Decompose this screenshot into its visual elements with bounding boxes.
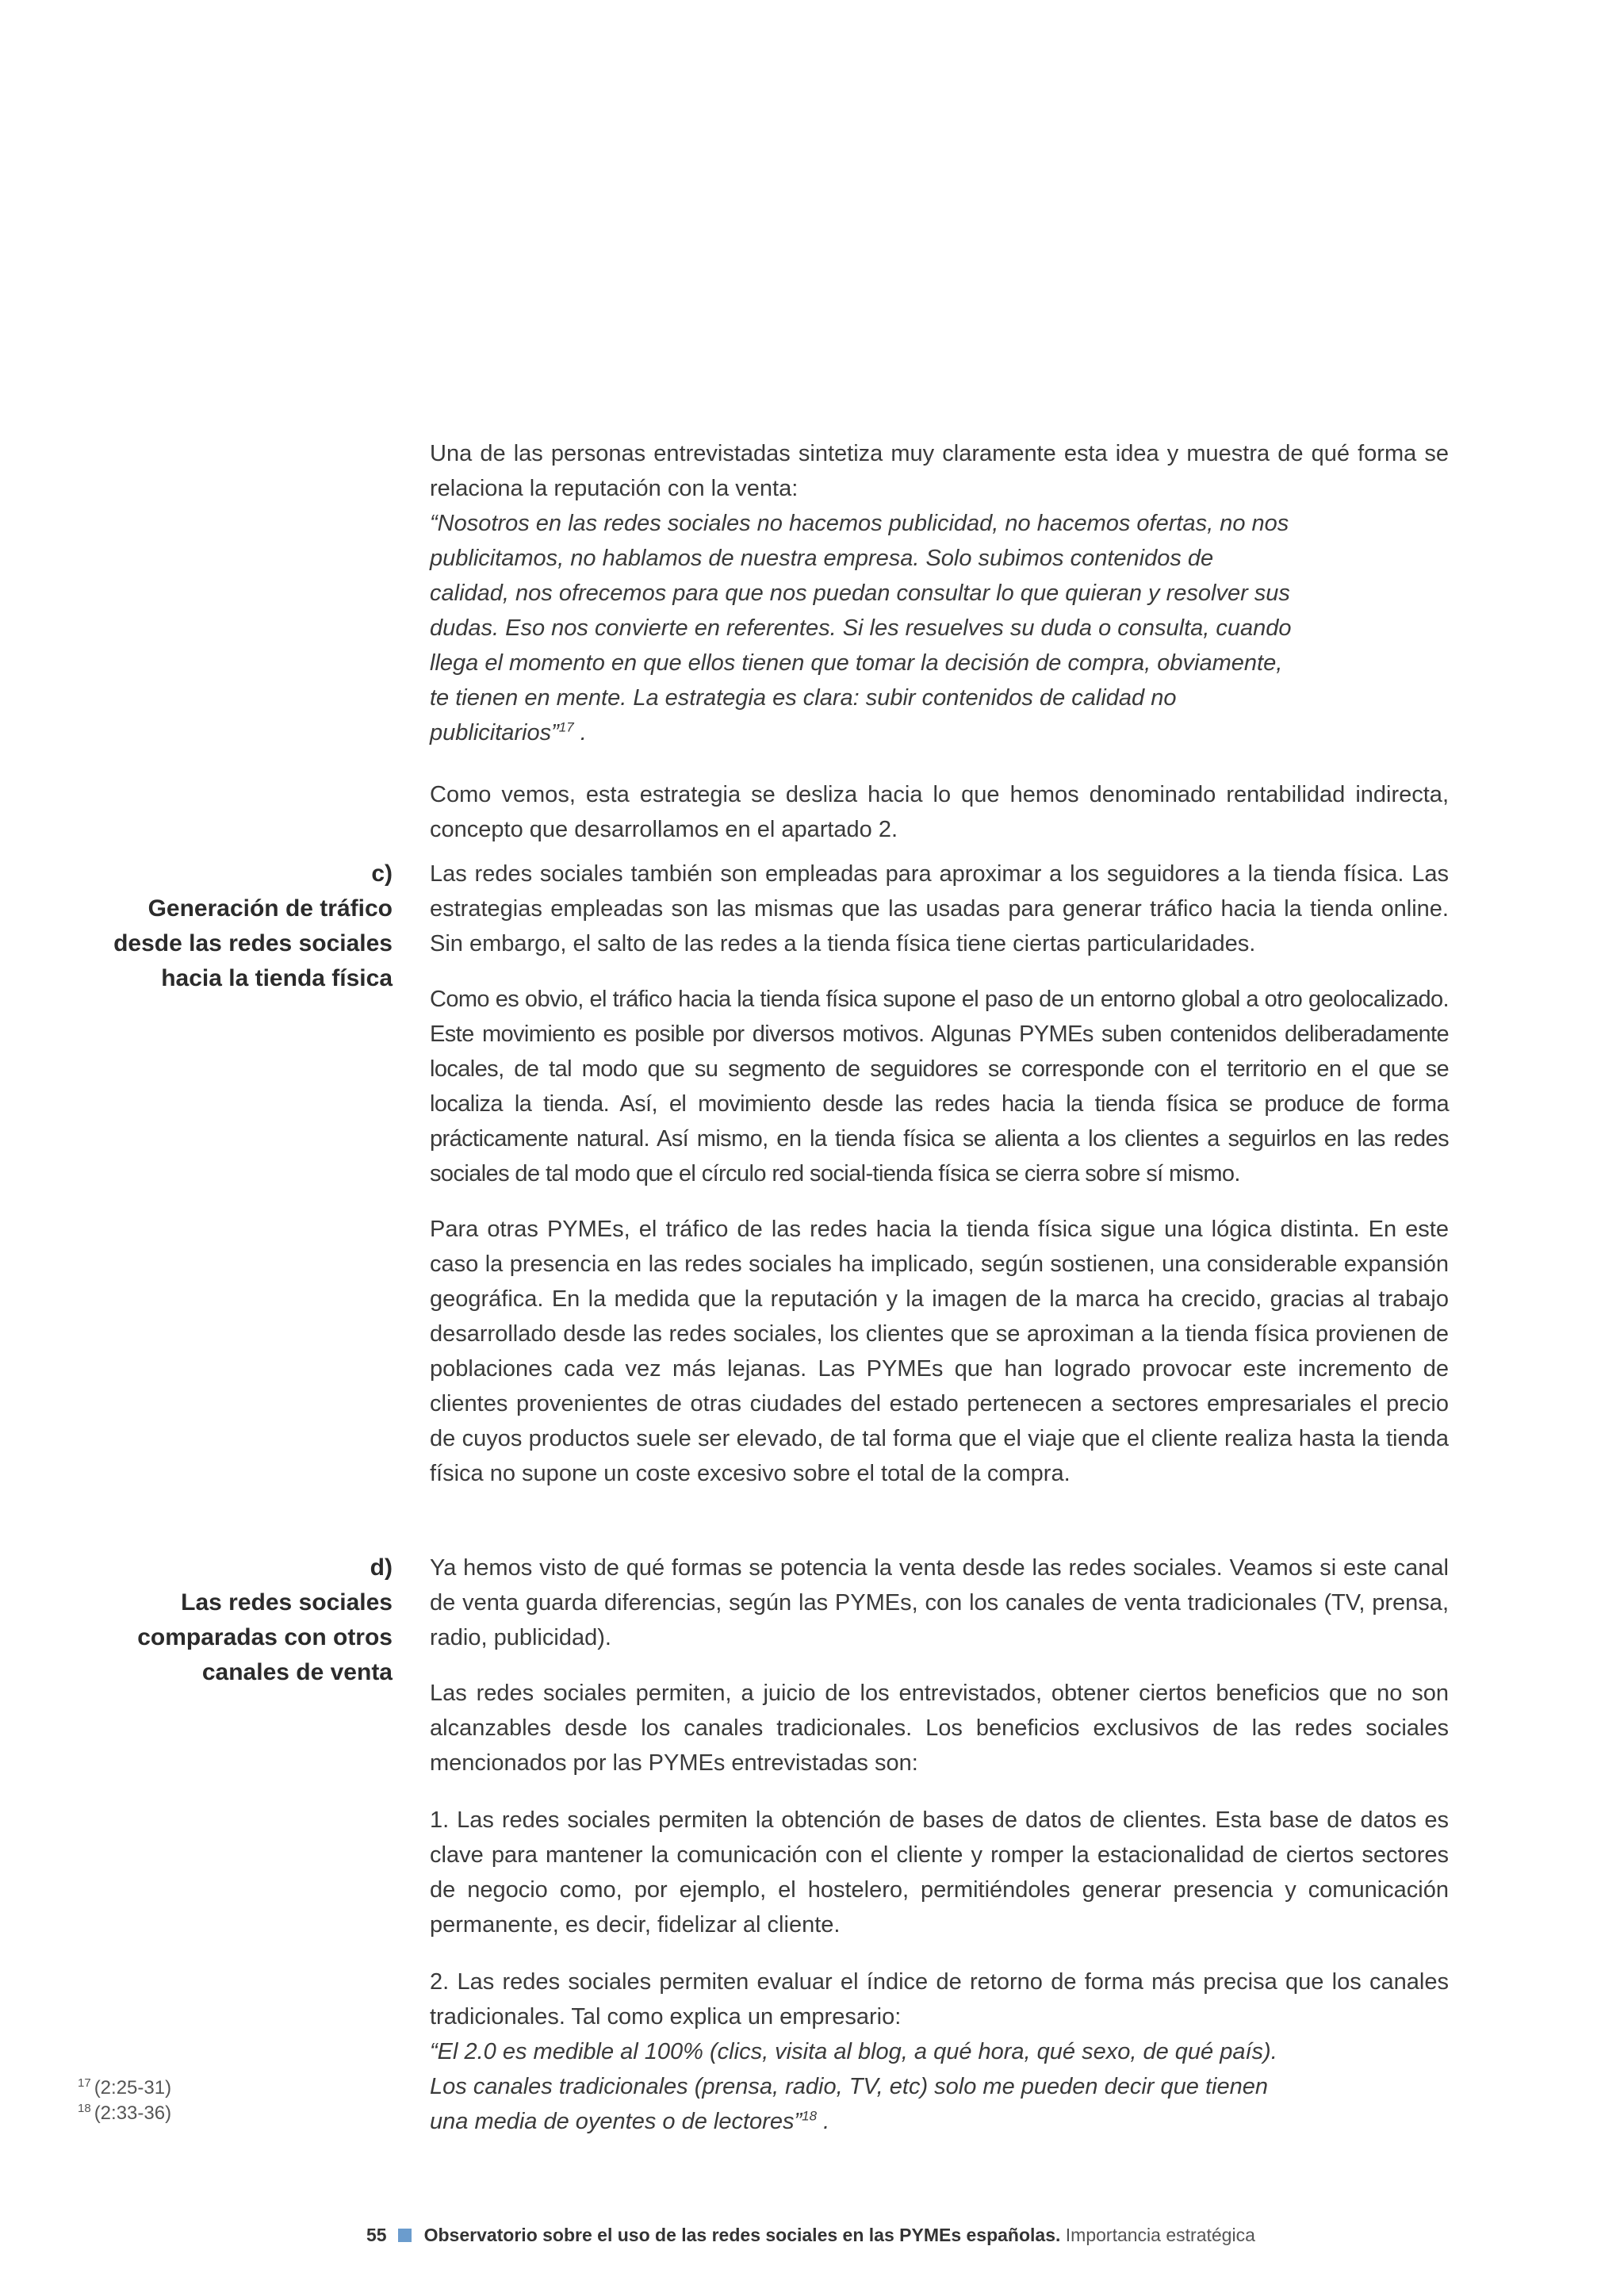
section-c-body xyxy=(430,857,1449,1491)
publication-title: Observatorio sobre el uso de las redes sociales en las PYMEs españolas. xyxy=(423,2225,1061,2245)
entrepreneur-quote xyxy=(430,2034,1294,2139)
footnote-text: (2:33-36) xyxy=(94,2102,172,2124)
section-d-body xyxy=(430,1550,1449,2139)
section-c-paragraph-1: Las redes sociales también son empleadas para aproximar a los seguidores a la tienda física. Las estrategias empleadas son las mismas que las usadas para generar tráfico hacia la tienda online. Sin embargo, el salto de las redes a la tienda física tiene ciertas particularidades. xyxy=(430,861,1449,956)
quote-text: “Nosotros en las redes sociales no hacemos publicidad, no hacemos ofertas, no nos publicitamos, no hablamos de nuestra empresa. Solo subimos contenidos de calidad, nos ofrecemos para que nos puedan consultar lo que quieran y resolver sus dudas. Eso nos convierte en referentes. Si les resuelves su duda o consulta, cuando llega el momento en que ellos tienen que tomar la decisión de compra, obviamente, te tienen en mente. La estrategia es clara: subir contenidos de calidad no publicitarios” xyxy=(430,511,1292,746)
section-d-letter: d) xyxy=(370,1554,393,1581)
conclusion-paragraph: Como vemos, esta estrategia se desliza hacia lo que hemos denominado rentabilidad indirecta, concepto que desarrollamos en el apartado 2. xyxy=(430,782,1449,842)
benefit-list-item-2: 2. Las redes sociales permiten evaluar el índice de retorno de forma más precisa que los canales tradicionales. Tal como explica un empresario: xyxy=(430,1969,1449,2030)
footnote-number: 17 xyxy=(78,2076,91,2090)
section-d-heading xyxy=(79,1550,393,1690)
publication-subtitle: Importancia estratégica xyxy=(1060,2225,1255,2245)
footnote-17 xyxy=(78,2076,171,2101)
section-c-paragraph-2: Como es obvio, el tráfico hacia la tienda física supone el paso de un entorno global a otro geolocalizado. Este movimiento es posible por diversos motivos. Algunas PYMEs suben contenidos deliberadamente locales, de tal modo que su segmento de seguidores se corresponde con el territorio en el que se localiza la tienda. Así, el movimiento desde las redes hacia la tienda física se produce de forma prácticamente natural. Así mismo, en la tienda física se alienta a los clientes a seguirlos en las redes sociales de tal modo que el círculo red social-tienda física se cierra sobre sí mismo. xyxy=(430,987,1449,1186)
footnote-number: 18 xyxy=(78,2102,91,2115)
section-c-title: Generación de tráfico desde las redes sociales hacia la tienda física xyxy=(113,895,393,991)
footnote-text: (2:25-31) xyxy=(94,2077,172,2099)
quote-end: . xyxy=(573,720,587,746)
footnote-ref-18: 18 xyxy=(802,2108,818,2124)
footnotes xyxy=(78,2076,171,2126)
section-c-heading xyxy=(79,857,393,996)
intro-block xyxy=(430,436,1449,847)
section-c-paragraph-3: Para otras PYMEs, el tráfico de las redes hacia la tienda física sigue una lógica distinta. En este caso la presencia en las redes sociales ha implicado, según sostienen, una considerable expansión geográfica. En la medida que la reputación y la imagen de la marca ha crecido, gracias al trabajo desarrollado desde las redes sociales, los clientes que se aproximan a la tienda física provienen de poblaciones cada vez más lejanas. Las PYMEs que han logrado provocar este incremento de clientes provenientes de otras ciudades del estado pertenecen a sectores empresariales el precio de cuyos productos suele ser elevado, de tal forma que el viaje que el cliente realiza hasta la tienda física no supone un coste excesivo sobre el total de la compra. xyxy=(430,1217,1449,1486)
benefit-list-item-1: 1. Las redes sociales permiten la obtención de bases de datos de clientes. Esta base de datos es clave para mantener la comunicación con el cliente y romper la estacionalidad de ciertos sectores de negocio como, por ejemplo, el hostelero, permitiéndoles generar presencia y comunicación permanente, es decir, fidelizar al cliente. xyxy=(430,1807,1449,1938)
page-number: 55 xyxy=(366,2225,387,2245)
section-c-letter: c) xyxy=(371,861,393,887)
footnote-ref-17: 17 xyxy=(558,719,574,735)
quote2-text: “El 2.0 es medible al 100% (clics, visita al blog, a qué hora, qué sexo, de qué país). Los canales tradicionales (prensa, radio, TV, etc) solo me pueden decir que tienen una media de oyentes o de lectores” xyxy=(430,2039,1277,2134)
intro-paragraph: Una de las personas entrevistadas sintetiza muy claramente esta idea y muestra de qué forma se relaciona la reputación con la venta: xyxy=(430,441,1449,501)
interview-quote xyxy=(430,506,1294,750)
section-d-paragraph-1: Ya hemos visto de qué formas se potencia la venta desde las redes sociales. Veamos si este canal de venta guarda diferencias, según las PYMEs, con los canales de venta tradicionales (TV, prensa, radio, publicidad). xyxy=(430,1555,1449,1650)
footnote-18 xyxy=(78,2101,171,2126)
section-d-title: Las redes sociales comparadas con otros canales de venta xyxy=(137,1589,393,1685)
page-footer xyxy=(366,2222,1255,2248)
quote2-end: . xyxy=(817,2109,830,2134)
square-marker-icon xyxy=(398,2229,412,2242)
section-d-paragraph-2: Las redes sociales permiten, a juicio de los entrevistados, obtener ciertos beneficios que no son alcanzables desde los canales tradicionales. Los beneficios exclusivos de las redes sociales mencionados por las PYMEs entrevistadas son: xyxy=(430,1681,1449,1776)
